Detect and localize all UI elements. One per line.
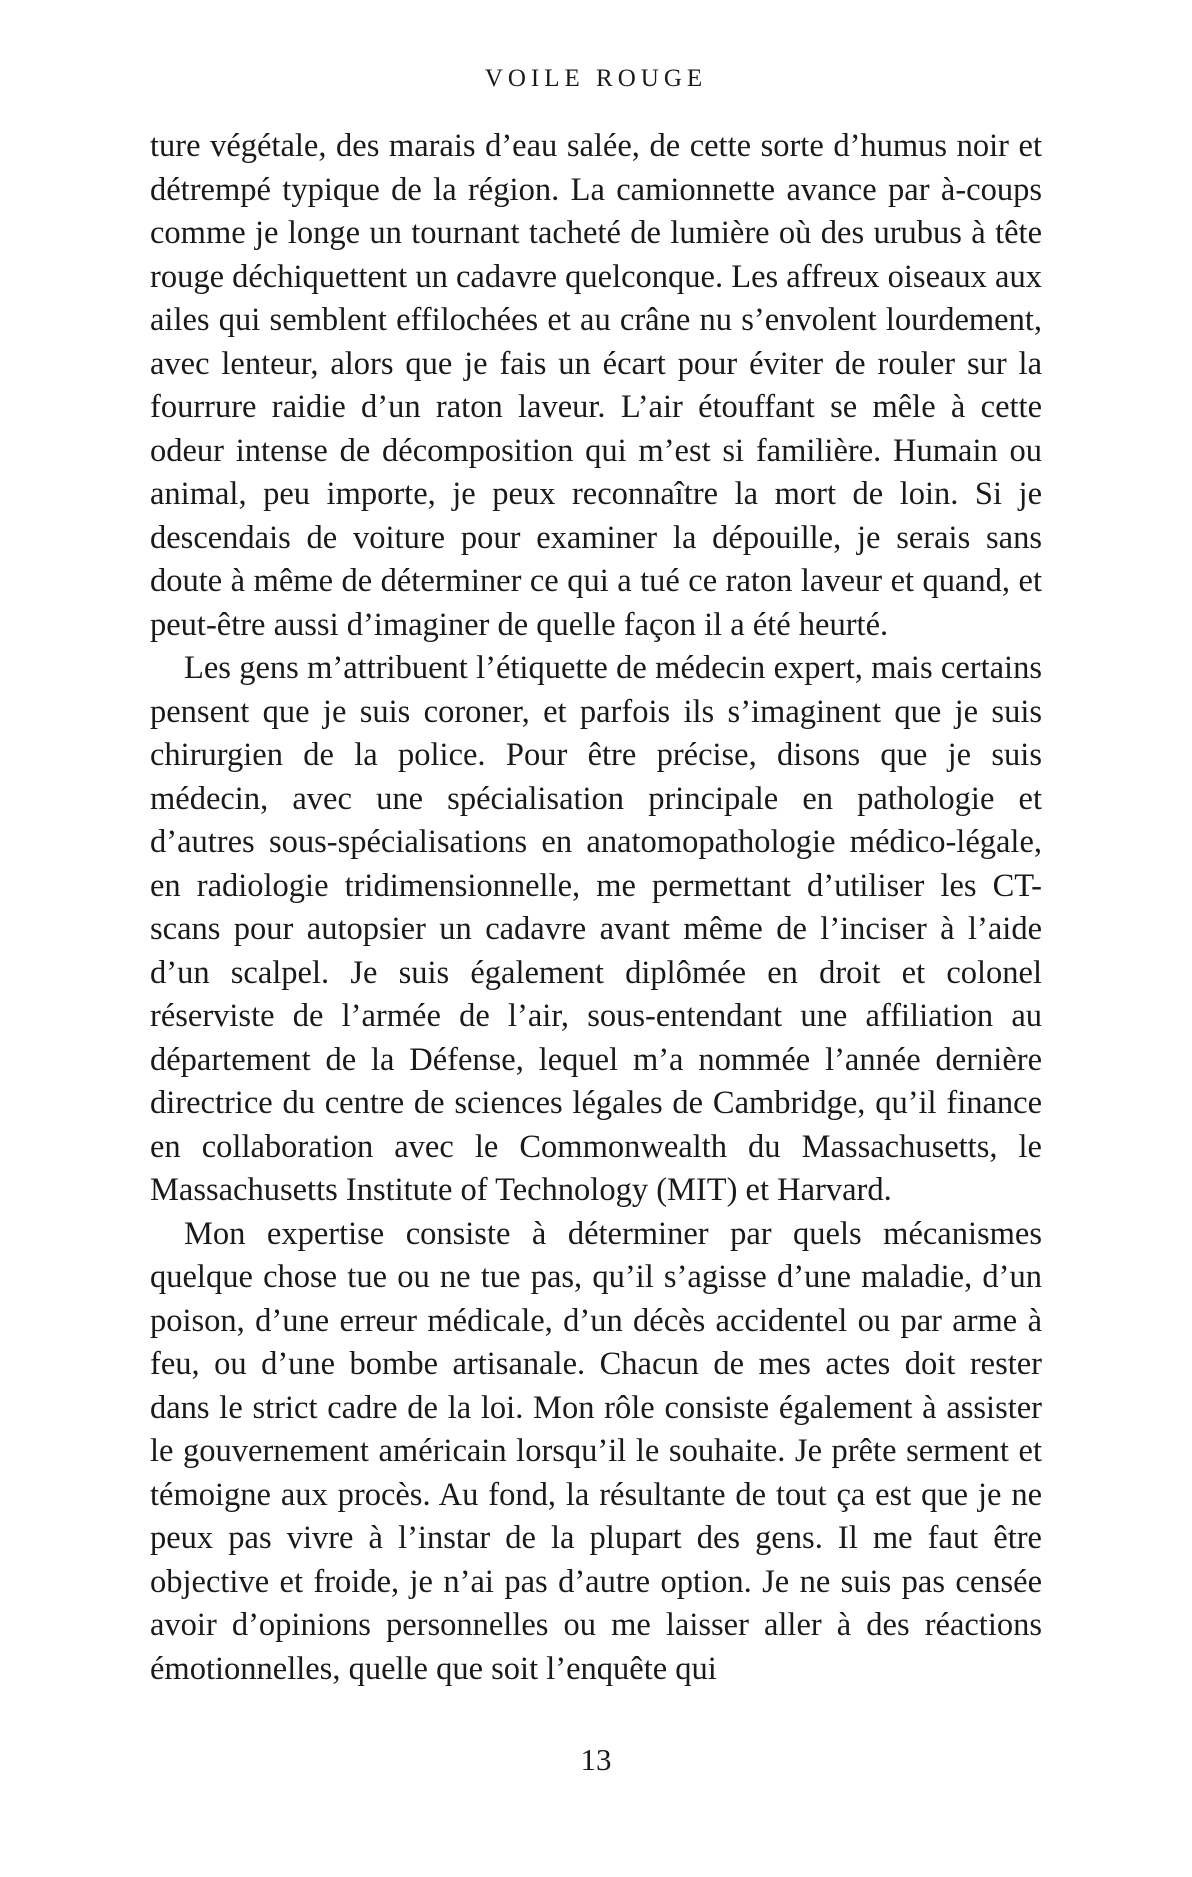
paragraph-continued: ture végétale, des marais d’eau salée, de cette sorte d’humus noir et détrempé typique de la région. La camionnette avance par à-coups comme je longe un tournant tacheté de lumière où des urubus à tête rouge déchiquettent un cadavre quelconque. Les affreux oiseaux aux ailes qui semblent effilochées et au crâne nu s’envolent lourdement, avec lenteur, alors que je fais un écart pour éviter de rouler sur la fourrure raidie d’un raton laveur. L’air étouffant se mêle à cette odeur intense de décomposition qui m’est si familière. Humain ou animal, peu importe, je peux reconnaître la mort de loin. Si je descendais de voiture pour examiner la dépouille, je serais sans doute à même de déterminer ce qui a tué ce raton laveur et quand, et peut-être aussi d’imaginer de quelle façon il a été heurté. [150, 128, 1042, 643]
page-number: 13 [580, 1742, 612, 1777]
paragraph: Les gens m’attribuent l’étiquette de médecin expert, mais certains pensent que je suis coroner, et parfois ils s’imaginent que je suis chirurgien de la police. Pour être précise, disons que je suis médecin, avec une spécialisation principale en pathologie et d’autres sous-spécialisations en anatomopathologie médico-légale, en radiologie tridimensionnelle, me permettant d’utiliser les CT-scans pour autopsier un cadavre avant même de l’inciser à l’aide d’un scalpel. Je suis également diplômée en droit et colonel réserviste de l’armée de l’air, sous-entendant une affiliation au département de la Défense, lequel m’a nommée l’année dernière directrice du centre de sciences légales de Cambridge, qu’il finance en collaboration avec le Commonwealth du Massachusetts, le Massachusetts Institute of Technology (MIT) et Harvard. [150, 650, 1042, 1208]
paragraph: Mon expertise consiste à déterminer par quels mécanismes quelque chose tue ou ne tue pas, qu’il s’agisse d’une maladie, d’un poison, d’une erreur médicale, d’un décès accidentel ou par arme à feu, ou d’une bombe artisanale. Chacun de mes actes doit rester dans le strict cadre de la loi. Mon rôle consiste également à assister le gouvernement américain lorsqu’il le souhaite. Je prête serment et témoigne aux procès. Au fond, la résultante de tout ça est que je ne peux pas vivre à l’instar de la plupart des gens. Il me faut être objective et froide, je n’ai pas d’autre option. Je ne suis pas censée avoir d’opinions personnelles ou me laisser aller à des réactions émotionnelles, quelle que soit l’enquête qui [150, 1215, 1042, 1687]
body-text [150, 125, 1042, 1691]
running-title: VOILE ROUGE [484, 65, 708, 92]
